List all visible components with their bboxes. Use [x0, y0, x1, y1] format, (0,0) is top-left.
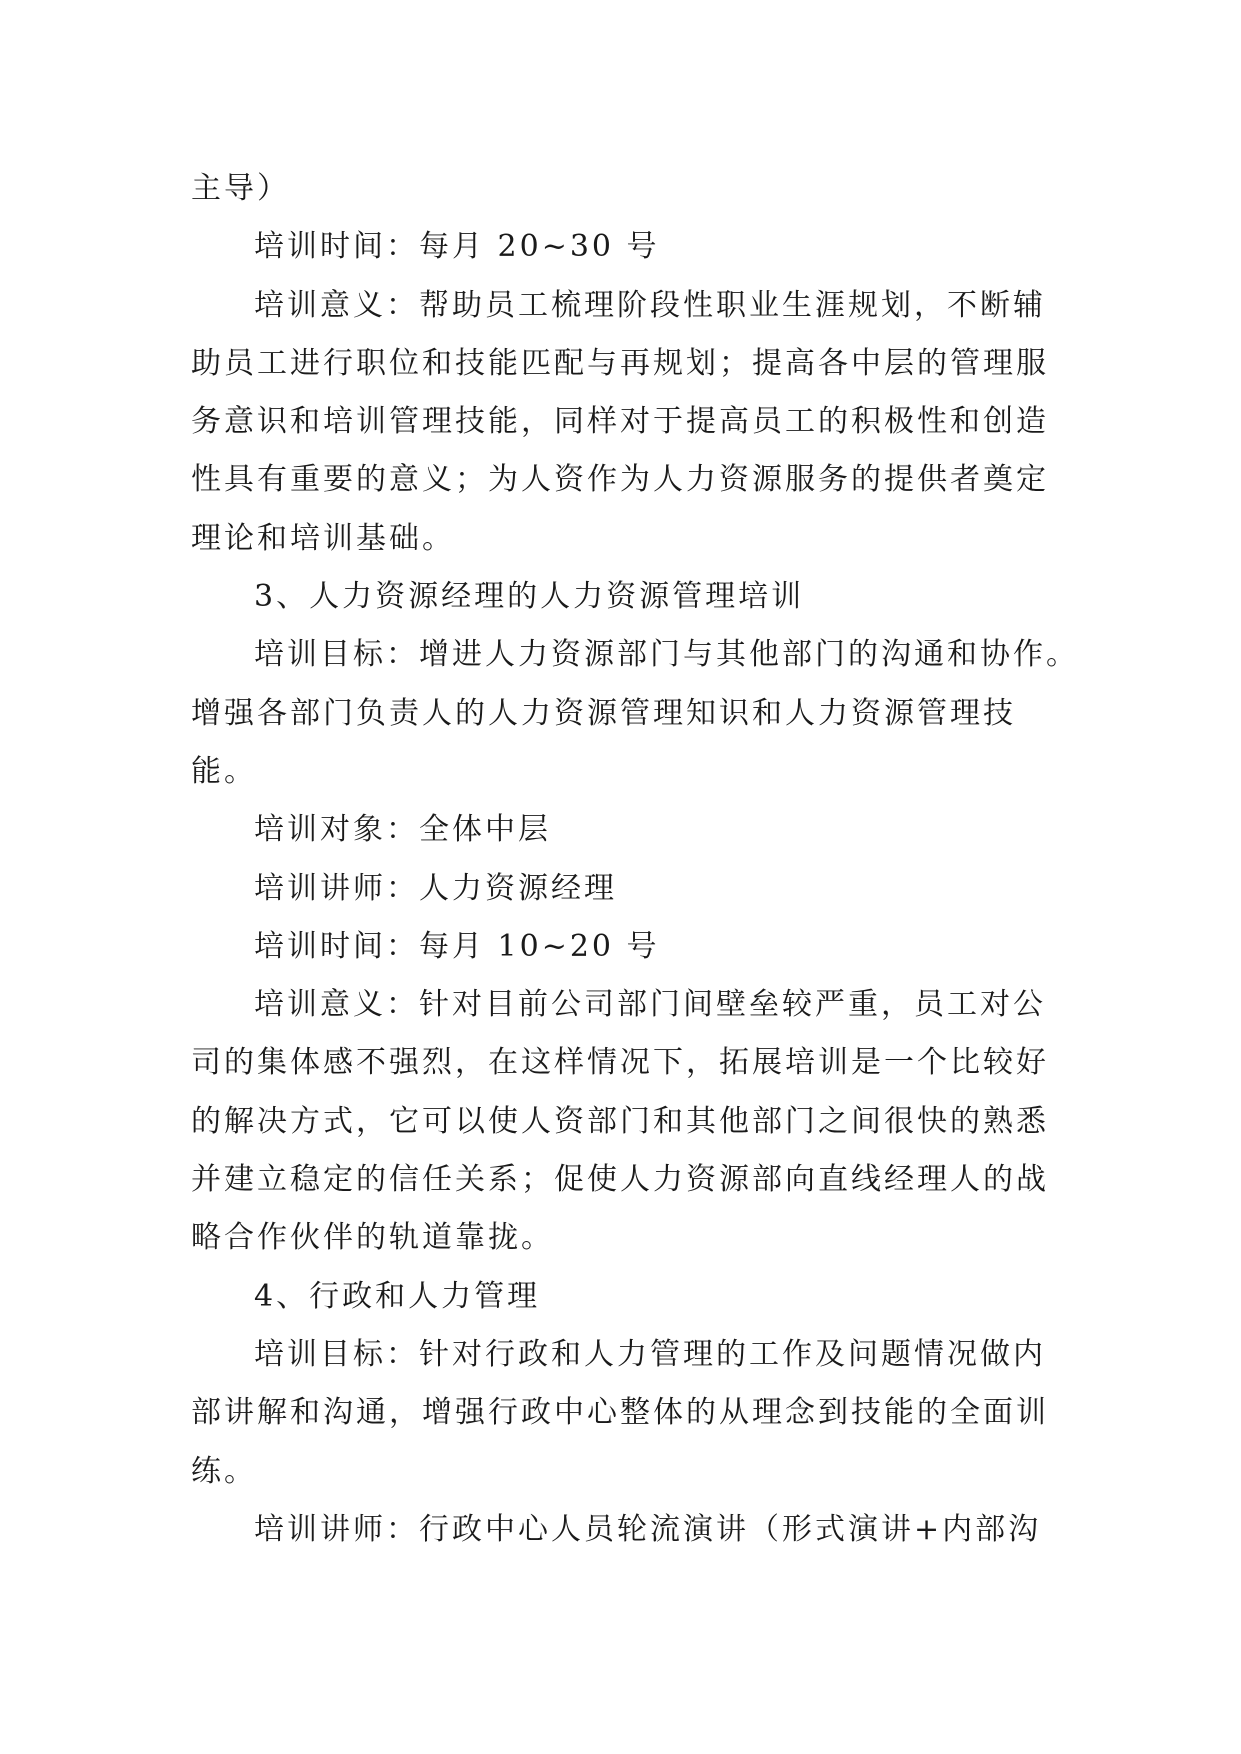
- text-line: 培训讲师：人力资源经理: [254, 870, 617, 906]
- text-line: 培训意义：针对目前公司部门间壁垒较严重，员工对公: [254, 987, 1046, 1023]
- text-line: 培训目标：增进人力资源部门与其他部门的沟通和协作。: [254, 637, 1079, 673]
- document-page: [191, 160, 1079, 1559]
- text-line: 性具有重要的意义；为人资作为人力资源服务的提供者奠定: [191, 462, 1049, 498]
- text-line: 并建立稳定的信任关系；促使人力资源部向直线经理人的战: [191, 1162, 1049, 1198]
- text-line: 助员工进行职位和技能匹配与再规划；提高各中层的管理服: [191, 345, 1049, 381]
- text-line: 培训意义：帮助员工梳理阶段性职业生涯规划，不断辅: [254, 287, 1046, 323]
- text-line: 的解决方式，它可以使人资部门和其他部门之间很快的熟悉: [191, 1103, 1049, 1139]
- text-line: 能。: [191, 753, 257, 789]
- text-line: 增强各部门负责人的人力资源管理知识和人力资源管理技: [191, 695, 1016, 731]
- text-line: 培训时间：每月 10~20 号: [254, 928, 660, 964]
- text-line: 务意识和培训管理技能，同样对于提高员工的积极性和创造: [191, 404, 1049, 440]
- section-heading: 3、人力资源经理的人力资源管理培训: [254, 579, 805, 615]
- text-line: 司的集体感不强烈，在这样情况下，拓展培训是一个比较好: [191, 1045, 1049, 1081]
- section-heading: 4、行政和人力管理: [254, 1278, 541, 1314]
- text-line: 培训目标：针对行政和人力管理的工作及问题情况做内: [254, 1336, 1046, 1372]
- text-line: 练。: [191, 1453, 257, 1489]
- text-line: 培训对象：全体中层: [254, 812, 551, 848]
- text-line: 略合作伙伴的轨道靠拢。: [191, 1220, 554, 1256]
- text-line: 培训讲师：行政中心人员轮流演讲（形式演讲+内部沟: [254, 1511, 1042, 1547]
- text-line: 部讲解和沟通，增强行政中心整体的从理念到技能的全面训: [191, 1395, 1049, 1431]
- text-line: 理论和培训基础。: [191, 520, 455, 556]
- text-line: 培训时间：每月 20~30 号: [254, 229, 660, 265]
- text-line: 主导）: [191, 171, 290, 206]
